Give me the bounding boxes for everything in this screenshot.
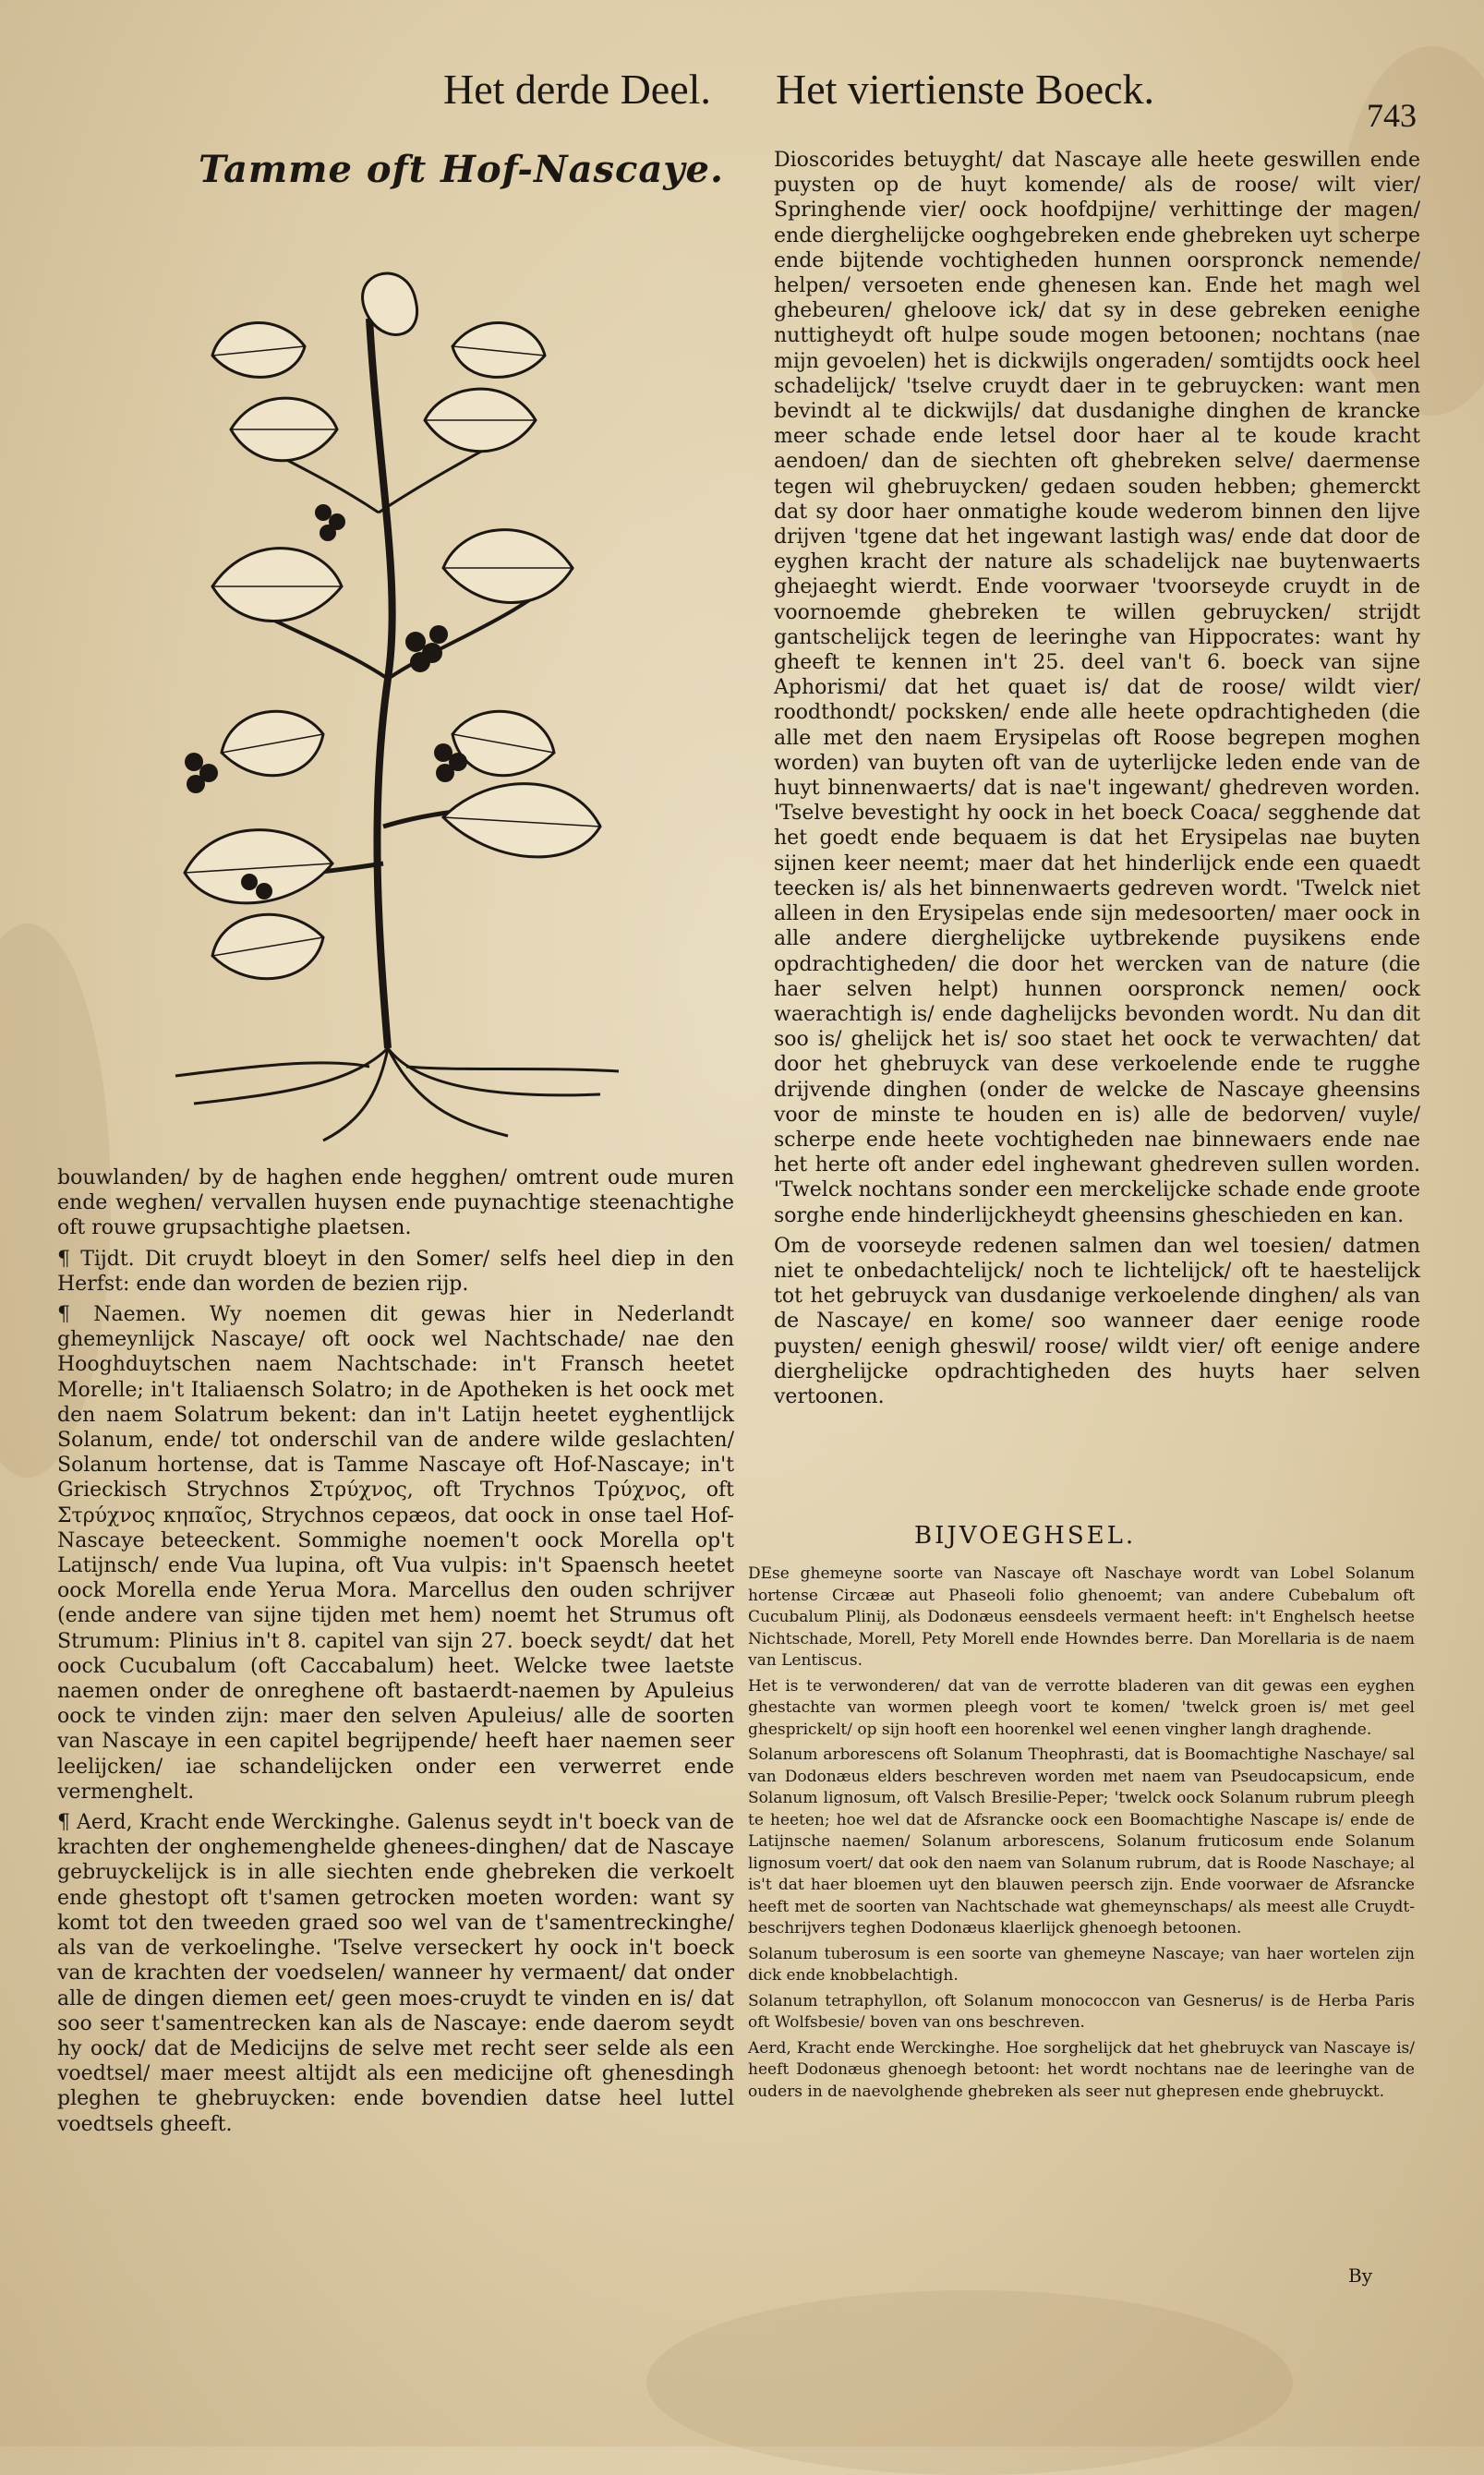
paragraph: ¶ Tijdt. Dit cruydt bloeyt in den Somer/ selfs heel diep in den Herfst: ende dan worden de bezien rijp. (57, 1247, 734, 1296)
plant-woodcut-illustration (139, 235, 637, 1150)
paragraph: Aerd, Kracht ende Werckinghe. Hoe sorghelijck dat het ghebruyck van Nascaye is/ heeft Dodonæus ghenoegh betoont: het wordt nochtans nae de leeringhe van de ouders in de naevolghende ghebreken als seer nut ghepresen ende ghebruyckt. (748, 2038, 1415, 2101)
paragraph-text: DEse ghemeyne soorte van Nascaye oft Naschaye wordt van Lobel Solanum hortense Circææ aut Phaseoli folio ghenoemt; van andere Cubebalum oft Cucubalum Plinij, als Dodonæus eensdeels vermaent heeft: in't Enghelsch heetse Nichtschade, Morell, Pety Morell ende Howndes berre. Dan Morellaria is de naem van Lentiscus. (748, 1564, 1415, 1670)
paragraph: Solanum tuberosum is een soorte van ghemeyne Nascaye; van haer wortelen zijn dick ende knobbelachtigh. (748, 1944, 1415, 1985)
bijvoeghsel-text (748, 1563, 1415, 2107)
catchword: By (1348, 2264, 1372, 2287)
plant-title: Tamme oft Hof-Nascaye. (199, 148, 724, 191)
paragraph: bouwlanden/ by de haghen ende hegghen/ omtrent oude muren ende weghen/ vervallen huysen ende puynachtige steenachtighe oft rouwe grupsachtighe plaetsen. (57, 1166, 734, 1240)
paragraph: ¶ Aerd, Kracht ende Werckinghe. Galenus seydt in't boeck van de krachten der onghemenghelde ghenees-dinghen/ dat de Nascaye gebruyckelijck is in alle siechten ende ghebreken die verkoelt ende ghestopt oft t'samen getrocken moeten worden: want sy komt tot den tweeden graed soo wel van de t'samentreckinghe/ als van de verkoelinghe. 'Tselve verseckert hy oock in't boeck van de krachten der voedselen/ wanneer hy vermaent/ dat onder alle de dingen diemen eet/ geen moes-cruydt te vinden en is/ dat soo seer t'samentrecken kan als de Nascaye: ende daerom seydt hy oock/ dat de Medicijns de selve met recht seer selde als een voedtsel/ maer meest altijdt als een medicijne oft ghenesdingh pleghen te ghebruycken: ende bovendien datse heel luttel voedtsels gheeft. (57, 1811, 734, 2136)
paragraph: ¶ Naemen. Wy noemen dit gewas hier in Nederlandt ghemeynlijck Nascaye/ oft oock wel Nachtschade/ nae den Hooghduytschen naem Nachtschade: in't Fransch heetet Morelle; in't Italiaensch Solatro; in de Apotheken is het oock met den naem Solatrum bekent: dan in't Latijn heetet eyghentlijck Solanum, ende/ tot onderschil van de andere wilde geslachten/ Solanum hortense, dat is Tamme Nascaye oft Hof-Nascaye; in't Grieckisch Strychnos Στρύχνος, oft Trychnos Τρύχνος, oft Στρύχνος κηπαῖος, Strychnos cepæos, dat oock in onse tael Hof-Nascaye beteeckent. Sommighe noemen't oock Morella op't Latijnsch/ ende Vua lupina, oft Vua vulpis: in't Spaensch heetet oock Morella ende Yerua Mora. Marcellus den ouden schrijver (ende andere van sijne tijden met hem) noemt het Strumus oft Strumum: Plinius in't 8. capitel van sijn 27. boeck seydt/ dat het oock Cucubalum (oft Caccabalum) heet. Welcke twee laetste naemen onder de onreghene oft bastaerdt-naemen by Apuleius oock te vinden zijn: maer den selven Apuleius/ alle de soorten van Nascaye in een capitel begrijpende/ heeft haer naemen seer leelijcken/ iae schandelijcken onder een verwerret ende vermenghelt. (57, 1303, 734, 1804)
running-head-part: Het derde Deel. (443, 66, 711, 113)
paragraph: Dioscorides betuyght/ dat Nascaye alle heete geswillen ende puysten op de huyt komende/ als de roose/ wilt vier/ Springhende vier/ oock hoofdpijne/ verhittinge der magen/ ende dierghelijcke ooghgebreken ende ghebreken uyt scherpe ende bijtende vochtigheden hunnen oorspronck nemende/ helpen/ versoeten ende ghenesen kan. Ende het magh wel ghebeuren/ gheloove ick/ dat sy in dese gebreken eenighe nuttigheydt oft hulpe soude mogen betoonen; nochtans (nae mijn gevoelen) het is dickwijls ongeraden/ somtijdts oock heel schadelijck/ 'tselve cruydt daer in te gebruycken: want men bevindt al te dickwijls/ dat dusdanighe dinghen de krancke meer schade ende letsel door haer al te koude kracht aendoen/ dan de siechten oft ghebreken selve/ daermense tegen wil ghebruycken/ gedaen souden hebben; ghemerckt dat sy door haer onmatighe koude wederom binnen den lijve drijven 'tgene dat het ingewant lastigh was/ ende dat door de eyghen kracht der nature als schadelijck nae buytenwaerts ghejaeght wierdt. Ende voorwaer 'tvoorseyde cruydt in de voornoemde ghebreken te willen gebruycken/ strijdt gantschelijck tegen de leeringhe van Hippocrates: want hy gheeft te kennen in't 25. deel van't 6. boeck van sijne Aphorismi/ dat het quaet is/ dat de roose/ wildt vier/ roodthondt/ pocksken/ ende alle heete opdrachtigheden (die alle met den naem Erysipelas oft Roose begrepen moghen worden) van buyten oft van de uyterlijcke leden ende van de huyt binnenwaerts/ dat is nae't ingewant/ ghedreven worden. 'Tselve bevestight hy oock in het boeck Coaca/ segghende dat het goedt ende bequaem is dat het Erysipelas nae buyten sijnen keer neemt; maer dat het hinderlijck ende een quaedt teecken is/ als het binnenwaerts gedreven wordt. 'Twelck niet alleen in den Erysipelas ende sijn medesoorten/ maer oock in alle andere dierghelijcke uytbrekende puysikens ende opdrachtigheden/ die door het wercken van de nature (die haer selven helpt) hunnen oorspronck nemen/ oock waerachtigh is/ ende daghelijcks bevonden wordt. Nu dan dit soo is/ ghelijck het is/ soo staet het oock te verwachten/ dat door het ghebruyck van dese verkoelende ende te rugghe drijvende dinghen (onder de welcke de Nascaye gheensins voor de minste te houden en is) alle de bedorven/ vuyle/ scherpe ende heete vochtigheden nae binnewaers ende nae het herte oft ander edel inghewant ghedreven sullen worden. 'Twelck nochtans sonder een merckelijcke schade ende groote sorghe ende hinderlijckheydt gheensins gheschieden en kan. (774, 149, 1420, 1227)
right-column-main-text (774, 148, 1420, 1415)
section-heading: BIJVOEGHSEL. (914, 1522, 1137, 1550)
paragraph: Het is te verwonderen/ dat van de verrotte bladeren van dit gewas een eyghen ghestachte van wormen pleegh voort te komen/ 'twelck groen is/ met geel ghesprickelt/ op sijn hooft een hoorenkel wel eenen vingher langh draghende. (748, 1676, 1415, 1739)
paragraph: Om de voorseyde redenen salmen dan wel toesien/ datmen niet te onbedachtelijck/ noch te lichtelijck/ oft te haestelijck tot het gebruyck van dusdanige verkoelende dinghen/ als van de Nascaye/ en kome/ soo wanneer daer eenige roode puysten/ eenigh gheswil/ roose/ wildt vier/ oft eenige andere dierghelijcke opdrachtigheden des huyts haer selven vertoonen. (774, 1234, 1420, 1408)
paragraph (748, 1563, 1415, 1672)
left-column-text (57, 1165, 734, 2143)
paragraph: Solanum arborescens oft Solanum Theophrasti, dat is Boomachtighe Naschaye/ sal van Dodonæus elders beschreven worden met naem van Pseudocapsicum, ende Solanum lignosum, oft Valsch Bresilie-Peper; 'twelck oock Solanum rubrum pleegh te heeten; hoe wel dat de Afsrancke oock een Boomachtighe Nascape is/ ende de Latijnsche naemen/ Solanum arborescens, Solanum fruticosum ende Solanum lignosum voert/ dat ook den naem van Solanum rubrum, dat is Roode Naschaye; al is't dat haer bloemen uyt den blauwen peersch zijn. Ende voorwaer de Afsrancke heeft met de soorten van Nachtschade wat ghemeynschaps/ als meest alle Cruydt-beschrijvers teghen Dodonæus klaerlijck ghenoegh betoonen. (748, 1745, 1415, 1938)
page-number: 743 (1367, 97, 1417, 134)
paragraph: Solanum tetraphyllon, oft Solanum monococcon van Gesnerus/ is de Herba Paris oft Wolfsbesie/ boven van ons beschreven. (748, 1991, 1415, 2032)
running-head-book: Het viertienste Boeck. (776, 66, 1155, 113)
paper-stain (646, 2290, 1293, 2475)
